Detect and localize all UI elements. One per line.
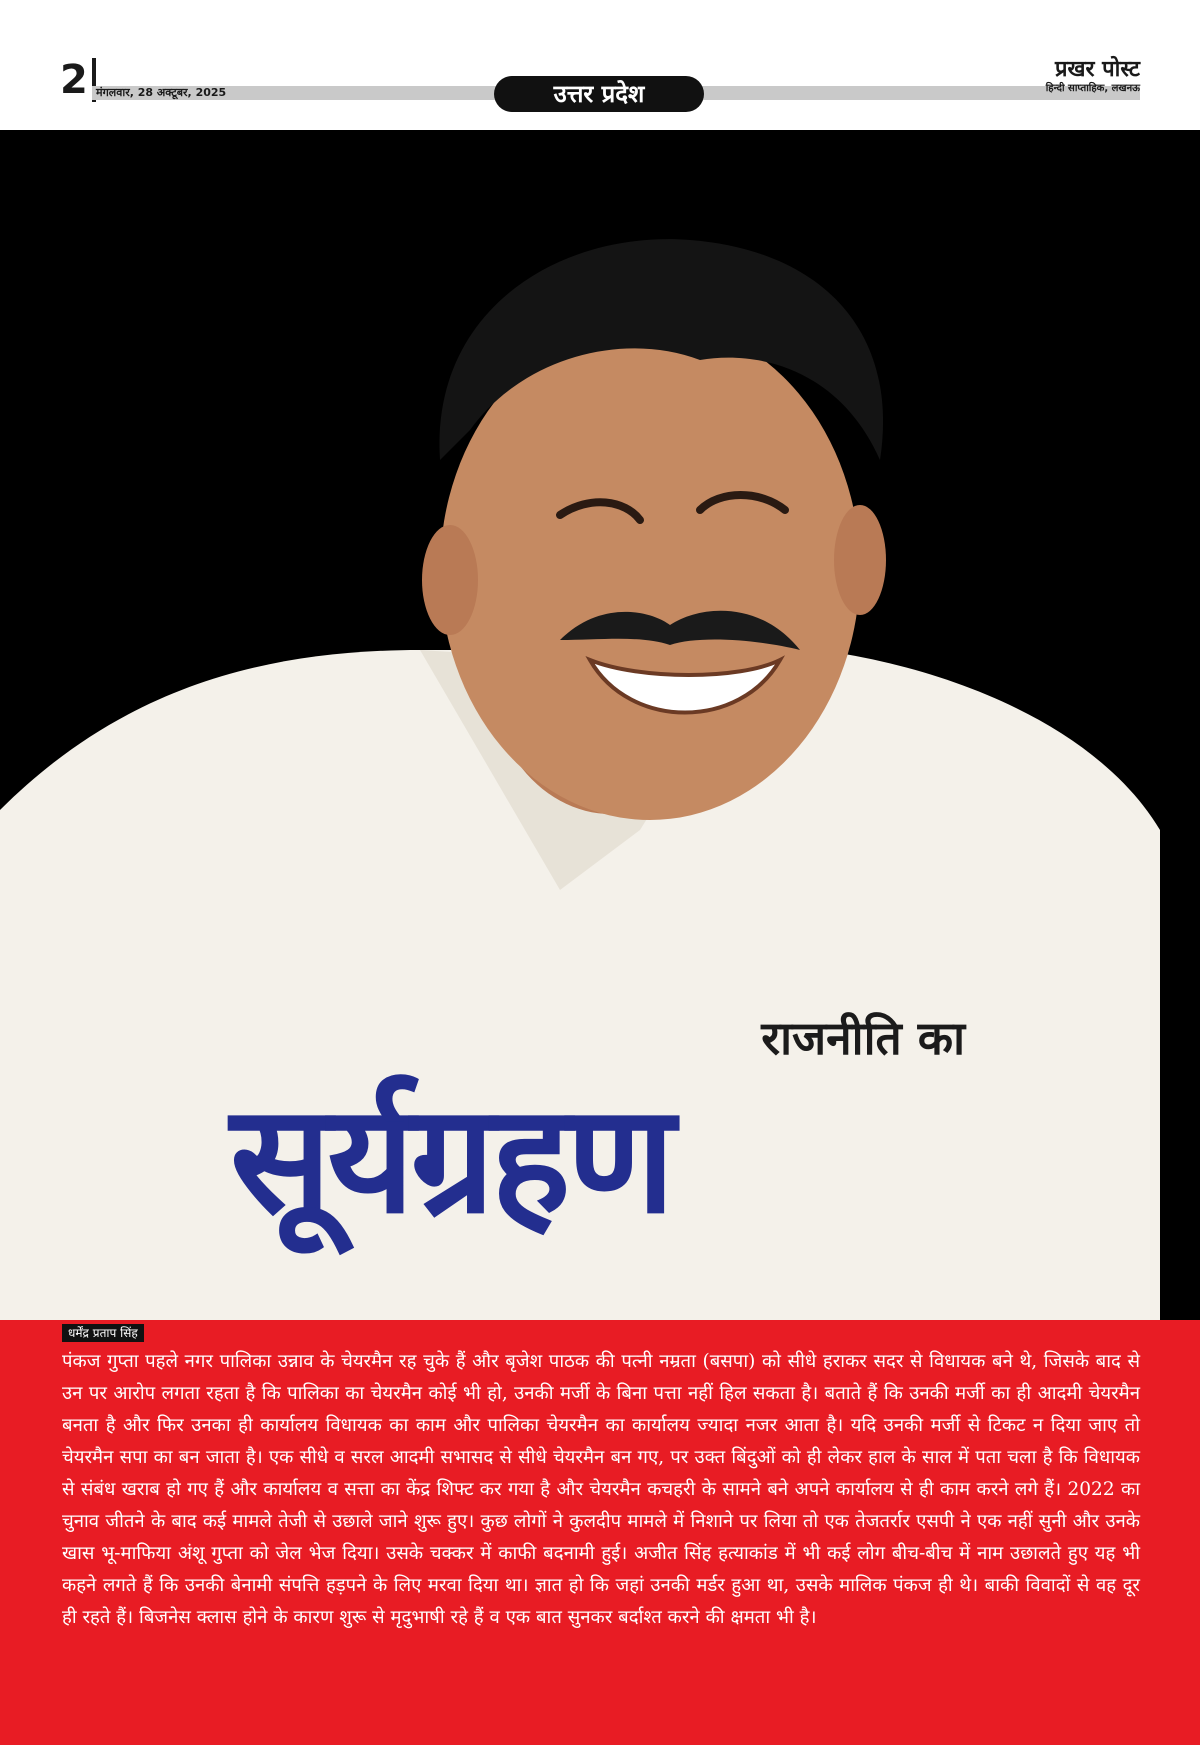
story-box bbox=[0, 1320, 1200, 1745]
ear-right bbox=[834, 505, 886, 615]
brand-name: प्रखर पोस्ट bbox=[1054, 56, 1140, 82]
headline-kicker: राजनीति का bbox=[761, 1011, 965, 1065]
page-header bbox=[0, 0, 1200, 130]
story-body: पंकज गुप्ता पहले नगर पालिका उन्नाव के चेयरमैन रह चुके हैं और बृजेश पाठक की पत्नी नम्रता (बसपा) को सीधे हराकर सदर से विधायक बने थे, जिसके बाद से उन पर आरोप लगता रहता है कि पालिका का चेयरमैन कोई भी हो, उनकी मर्जी के बिना पत्ता नहीं हिल सकता है। बताते हैं कि उनकी मर्जी का ही आदमी चेयरमैन बनता है और फिर उनका ही कार्यालय विधायक का काम और पालिका चेयरमैन का कार्यालय ज्यादा नजर आता है। यदि उनकी मर्जी से टिकट न दिया जाए तो चेयरमैन सपा का बन जाता है। एक सीधे व सरल आदमी सभासद से सीधे चेयरमैन बन गए, पर उक्त बिंदुओं को ही लेकर हाल के साल में पता चला है कि विधायक से संबंध खराब हो गए हैं और कार्यालय व सत्ता का केंद्र शिफ्ट कर गया है और चेयरमैन कचहरी के सामने बने अपने कार्यालय से ही काम करने लगे हैं। 2022 का चुनाव जीतने के बाद कई मामले तेजी से उछाले जाने शुरू हुए। कुछ लोगों ने कुलदीप मामले में निशाने पर लिया तो एक तेजतर्रार एसपी ने एक नहीं सुनी और उनके खास भू-माफिया अंशू गुप्ता को जेल भेज दिया। उसके चक्कर में काफी बदनामी हुई। अजीत सिंह हत्याकांड में भी कई लोग बीच-बीच में नाम उछालते हुए यह भी कहने लगते हैं कि उनकी बेनामी संपत्ति हड़पने के लिए मरवा दिया था। ज्ञात हो कि जहां उनकी मर्डर हुआ था, उसके मालिक पंकज ही थे। बाकी विवादों से वह दूर ही रहते हैं। बिजनेस क्लास होने के कारण शुरू से मृदुभाषी रहे हैं व एक बात सुनकर बर्दाश्त करने की क्षमता भी है। bbox=[62, 1351, 1140, 1628]
hero-photo bbox=[0, 130, 1200, 1320]
masthead bbox=[940, 56, 1140, 96]
section-label: उत्तर प्रदेश bbox=[494, 76, 704, 112]
page-number: 2 bbox=[60, 58, 96, 102]
brand-tagline: हिन्दी साप्ताहिक, लखनऊ bbox=[1045, 83, 1140, 94]
ear-left bbox=[422, 525, 478, 635]
issue-date: मंगलवार, 28 अक्टूबर, 2025 bbox=[96, 86, 227, 99]
face-shape bbox=[440, 320, 860, 820]
byline: धर्मेंद्र प्रताप सिंह bbox=[62, 1324, 144, 1342]
headline: सूर्यग्रहण bbox=[230, 1073, 672, 1247]
